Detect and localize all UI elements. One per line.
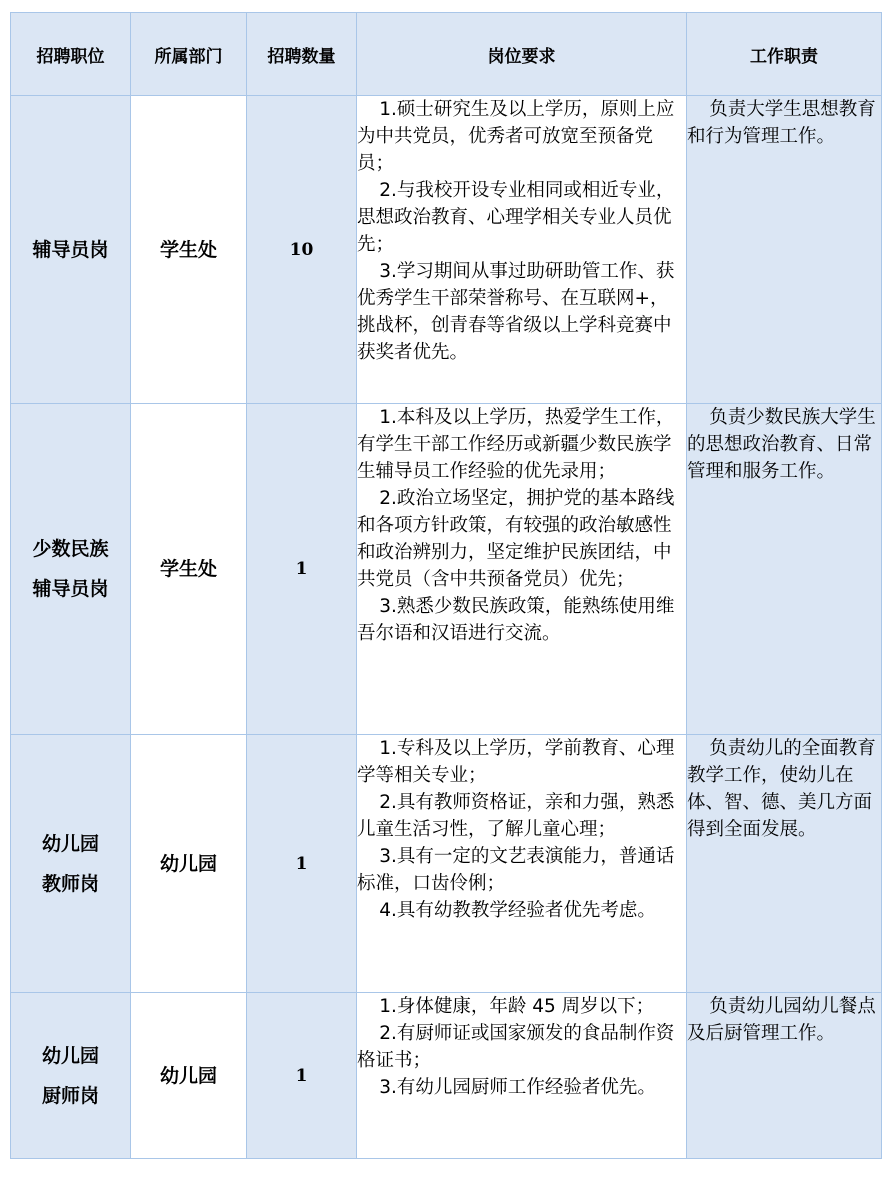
requirement-item: 3.熟悉少数民族政策，能熟练使用维吾尔语和汉语进行交流。 <box>357 596 675 644</box>
position-cell <box>11 404 131 735</box>
table-row <box>11 96 882 404</box>
header-department: 所属部门 <box>131 13 247 96</box>
requirement-item: 1.本科及以上学历，热爱学生工作，有学生干部工作经历或新疆少数民族学生辅导员工作经验的优先录用； <box>357 407 675 482</box>
count-cell: 10 <box>247 96 357 404</box>
position-line: 辅导员岗 <box>32 578 109 600</box>
department-cell: 幼儿园 <box>131 993 247 1159</box>
header-row <box>11 13 882 96</box>
duties-cell <box>687 96 882 404</box>
requirement-item: 2.与我校开设专业相同或相近专业，思想政治教育、心理学相关专业人员优先； <box>357 180 675 255</box>
count-cell: 1 <box>247 735 357 993</box>
requirement-item: 2.政治立场坚定，拥护党的基本路线和各项方针政策，有较强的政治敏感性和政治辨别力，坚定维护民族团结，中共党员（含中共预备党员）优先； <box>357 488 675 590</box>
header-position: 招聘职位 <box>11 13 131 96</box>
position-line: 幼儿园 <box>41 832 99 855</box>
header-duties: 工作职责 <box>687 13 882 96</box>
position-cell <box>11 993 131 1159</box>
requirements-cell <box>357 993 687 1159</box>
table-row <box>11 993 882 1159</box>
position-cell <box>11 735 131 993</box>
header-requirements: 岗位要求 <box>357 13 687 96</box>
position-line: 厨师岗 <box>41 1084 99 1107</box>
requirement-item: 4.具有幼教教学经验者优先考虑。 <box>379 900 656 921</box>
requirement-item: 2.有厨师证或国家颁发的食品制作资格证书； <box>357 1023 675 1071</box>
duty-text: 负责幼儿园幼儿餐点及后厨管理工作。 <box>687 996 876 1044</box>
department-cell: 学生处 <box>131 96 247 404</box>
requirement-item: 1.专科及以上学历，学前教育、心理学等相关专业； <box>357 738 675 786</box>
requirement-item: 3.具有一定的文艺表演能力，普通话标准，口齿伶俐； <box>357 846 675 894</box>
position-line: 少数民族 <box>32 538 109 560</box>
requirement-item: 3.学习期间从事过助研助管工作、获优秀学生干部荣誉称号、在互联网+，挑战杯，创青春等省级以上学科竞赛中获奖者优先。 <box>357 261 675 363</box>
position-line: 教师岗 <box>41 872 99 895</box>
count-cell: 1 <box>247 404 357 735</box>
requirement-item: 1.身体健康，年龄 45 周岁以下； <box>379 996 655 1017</box>
department-cell: 学生处 <box>131 404 247 735</box>
requirements-cell <box>357 735 687 993</box>
duty-text: 负责少数民族大学生的思想政治教育、日常管理和服务工作。 <box>687 407 876 482</box>
recruitment-table <box>10 12 882 1159</box>
duties-cell <box>687 993 882 1159</box>
position-cell <box>11 96 131 404</box>
requirements-cell <box>357 96 687 404</box>
duty-text: 负责大学生思想教育和行为管理工作。 <box>687 99 876 147</box>
table-row <box>11 404 882 735</box>
table-row <box>11 735 882 993</box>
requirement-item: 2.具有教师资格证，亲和力强，熟悉儿童生活习性，了解儿童心理； <box>357 792 675 840</box>
requirement-item: 1.硕士研究生及以上学历，原则上应为中共党员，优秀者可放宽至预备党员； <box>357 99 675 174</box>
position-line: 幼儿园 <box>41 1044 99 1067</box>
requirements-cell <box>357 404 687 735</box>
requirement-item: 3.有幼儿园厨师工作经验者优先。 <box>379 1077 656 1098</box>
department-cell: 幼儿园 <box>131 735 247 993</box>
header-count: 招聘数量 <box>247 13 357 96</box>
duties-cell <box>687 735 882 993</box>
count-cell: 1 <box>247 993 357 1159</box>
duties-cell <box>687 404 882 735</box>
position-line: 辅导员岗 <box>32 238 109 261</box>
duty-text: 负责幼儿的全面教育教学工作，使幼儿在体、智、德、美几方面得到全面发展。 <box>687 738 876 840</box>
